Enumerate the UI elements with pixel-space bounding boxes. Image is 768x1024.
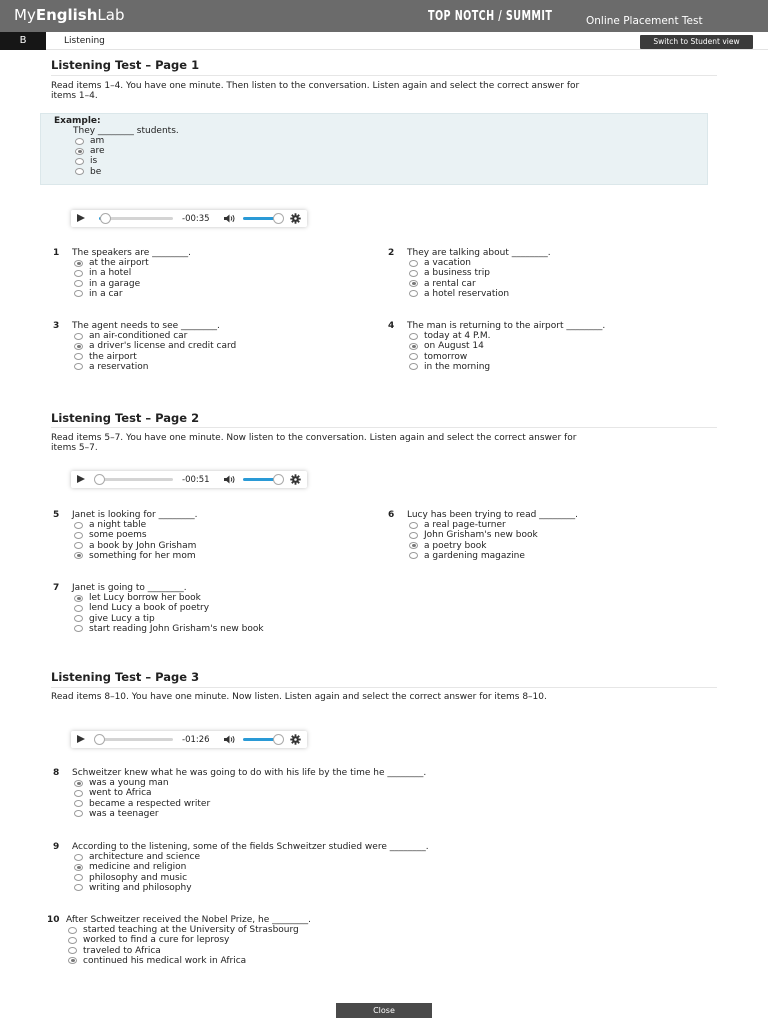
radio-button[interactable] [74, 353, 83, 360]
question-number: 8 [53, 768, 60, 778]
option-label: tomorrow [424, 351, 468, 362]
volume-handle[interactable] [273, 734, 284, 745]
question-number: 3 [53, 321, 60, 331]
question-stem: The man is returning to the airport ________. [407, 321, 606, 331]
option-label: a book by John Grisham [89, 540, 197, 551]
answer-option[interactable] [407, 352, 490, 362]
answer-option[interactable] [72, 331, 236, 341]
answer-option[interactable] [73, 136, 105, 146]
answer-option[interactable] [407, 362, 490, 372]
heading-divider [51, 427, 717, 428]
question-stem: Schweitzer knew what he was going to do with his life by the time he ________. [72, 768, 427, 778]
radio-button[interactable] [409, 353, 418, 360]
seek-slider[interactable] [99, 478, 173, 481]
seek-slider[interactable] [99, 217, 173, 220]
option-label: the airport [89, 351, 137, 362]
answer-option[interactable] [66, 935, 299, 945]
answer-option[interactable] [72, 614, 264, 624]
question-stem: The agent needs to see ________. [72, 321, 220, 331]
option-label: was a young man [89, 778, 169, 789]
radio-button[interactable] [74, 790, 83, 797]
radio-button[interactable] [68, 937, 77, 944]
option-label: lend Lucy a book of poetry [89, 603, 210, 614]
question-number: 1 [53, 248, 60, 258]
answer-option[interactable] [72, 258, 149, 268]
option-label: at the airport [89, 258, 149, 269]
radio-button[interactable] [74, 532, 83, 539]
instructions-1: Read items 1–4. You have one minute. Then listen to the conversation. Listen again and select the correct answer for items 1–4. [51, 81, 580, 101]
option-label: in a hotel [89, 268, 132, 279]
option-label: in the morning [424, 361, 491, 372]
gear-icon[interactable] [290, 213, 301, 224]
radio-button[interactable] [74, 780, 83, 787]
radio-button[interactable] [68, 947, 77, 954]
answer-option[interactable] [73, 156, 105, 166]
instructions-3: Read items 8–10. You have one minute. Now listen. Listen again and select the correct answer for items 8–10. [51, 692, 547, 702]
option-label: a night table [89, 520, 147, 531]
brand-title: TOP NOTCH / SUMMIT [428, 9, 553, 24]
answer-option[interactable] [72, 279, 149, 289]
answer-options [72, 520, 196, 561]
answer-option[interactable] [72, 603, 264, 613]
question-number: 7 [53, 583, 60, 593]
audio-player-1 [71, 210, 307, 227]
option-label: a poetry book [424, 540, 487, 551]
question-number: 10 [47, 915, 60, 925]
volume-handle[interactable] [273, 474, 284, 485]
radio-button[interactable] [74, 333, 83, 340]
option-label: a hotel reservation [424, 288, 510, 299]
question-stem: They are talking about ________. [407, 248, 551, 258]
question-number: 6 [388, 510, 395, 520]
example-options [73, 136, 105, 177]
answer-options [72, 778, 210, 819]
answer-option[interactable] [407, 530, 538, 540]
answer-options [407, 258, 509, 299]
radio-button[interactable] [409, 343, 418, 350]
radio-button[interactable] [409, 532, 418, 539]
answer-option[interactable] [72, 873, 200, 883]
radio-button[interactable] [74, 522, 83, 529]
example-label: Example: [54, 116, 101, 126]
answer-options [72, 258, 149, 299]
answer-option[interactable] [407, 289, 509, 299]
question-number: 9 [53, 842, 60, 852]
radio-button[interactable] [74, 595, 83, 602]
answer-options [407, 520, 538, 561]
radio-button[interactable] [74, 884, 83, 891]
radio-button[interactable] [409, 363, 418, 370]
option-label: a gardening magazine [424, 550, 525, 561]
answer-option[interactable] [73, 167, 105, 177]
play-icon[interactable] [77, 735, 85, 743]
answer-option[interactable] [73, 146, 105, 156]
section-bar [0, 32, 768, 50]
option-label: give Lucy a tip [89, 613, 155, 624]
answer-option[interactable] [407, 258, 509, 268]
radio-button[interactable] [75, 138, 84, 145]
seek-handle[interactable] [94, 474, 105, 485]
answer-option[interactable] [72, 289, 149, 299]
answer-options [407, 331, 490, 372]
radio-button[interactable] [409, 552, 418, 559]
answer-option[interactable] [407, 541, 538, 551]
answer-option[interactable] [72, 341, 236, 351]
option-label: am [90, 136, 105, 146]
question-number: 5 [53, 510, 60, 520]
option-label: today at 4 P.M. [424, 331, 491, 342]
radio-button[interactable] [74, 800, 83, 807]
option-label: a driver's license and credit card [89, 341, 237, 352]
example-stem: They ________ students. [73, 126, 179, 136]
question-stem: According to the listening, some of the fields Schweitzer studied were ________. [72, 842, 429, 852]
audio-player-2 [71, 471, 307, 488]
answer-options [72, 852, 200, 893]
option-label: continued his medical work in Africa [83, 955, 247, 966]
page-heading-2: Listening Test – Page 2 [51, 411, 200, 425]
radio-button[interactable] [74, 260, 83, 267]
radio-button[interactable] [409, 280, 418, 287]
answer-option[interactable] [66, 925, 299, 935]
answer-option[interactable] [407, 268, 509, 278]
answer-option[interactable] [72, 624, 264, 634]
answer-options [72, 331, 236, 372]
volume-handle[interactable] [273, 213, 284, 224]
close-button[interactable]: Close [336, 1003, 432, 1018]
option-label: let Lucy borrow her book [89, 593, 201, 604]
radio-button[interactable] [74, 542, 83, 549]
answer-option[interactable] [66, 956, 299, 966]
radio-button[interactable] [74, 810, 83, 817]
radio-button[interactable] [68, 957, 77, 964]
top-bar [0, 0, 768, 32]
option-label: became a respected writer [89, 798, 211, 809]
heading-divider [51, 687, 717, 688]
gear-icon[interactable] [290, 734, 301, 745]
answer-option[interactable] [407, 551, 538, 561]
option-label: traveled to Africa [83, 945, 161, 956]
option-label: medicine and religion [89, 862, 187, 873]
answer-option[interactable] [72, 551, 196, 561]
radio-button[interactable] [74, 854, 83, 861]
gear-icon[interactable] [290, 474, 301, 485]
radio-button[interactable] [74, 343, 83, 350]
time-remaining: -01:26 [182, 735, 210, 745]
page-heading-1: Listening Test – Page 1 [51, 58, 200, 72]
option-label: a vacation [424, 258, 471, 269]
option-label: in a garage [89, 278, 141, 289]
radio-button[interactable] [68, 927, 77, 934]
question-stem: The speakers are ________. [72, 248, 192, 258]
radio-button[interactable] [74, 270, 83, 277]
test-name: Online Placement Test [586, 15, 703, 27]
question-stem: Janet is looking for ________. [72, 510, 198, 520]
radio-button[interactable] [409, 522, 418, 529]
answer-option[interactable] [72, 541, 196, 551]
answer-option[interactable] [72, 520, 196, 530]
question-number: 2 [388, 248, 395, 258]
myenglishlab-logo: MyEnglishLab [14, 6, 125, 24]
instructions-2: Read items 5–7. You have one minute. Now listen to the conversation. Listen again and select the correct answer for items 5–7. [51, 433, 577, 453]
level-badge: B [0, 32, 46, 50]
answer-option[interactable] [72, 809, 210, 819]
radio-button[interactable] [409, 542, 418, 549]
option-label: was a teenager [89, 808, 159, 819]
answer-option[interactable] [72, 362, 236, 372]
section-title: Listening [64, 36, 105, 46]
answer-option[interactable] [72, 530, 196, 540]
seek-slider[interactable] [99, 738, 173, 741]
question-stem: Janet is going to ________. [72, 583, 187, 593]
seek-handle[interactable] [100, 213, 111, 224]
radio-button[interactable] [409, 260, 418, 267]
option-label: a reservation [89, 361, 149, 372]
heading-divider [51, 75, 717, 76]
answer-option[interactable] [407, 279, 509, 289]
radio-button[interactable] [74, 864, 83, 871]
radio-button[interactable] [74, 552, 83, 559]
radio-button[interactable] [74, 625, 83, 632]
option-label: is [90, 156, 98, 167]
option-label: John Grisham's new book [424, 530, 538, 541]
option-label: philosophy and music [89, 872, 188, 883]
option-label: are [90, 146, 105, 157]
example-box [40, 113, 708, 185]
answer-option[interactable] [72, 352, 236, 362]
answer-option[interactable] [407, 331, 490, 341]
answer-option[interactable] [407, 520, 538, 530]
radio-button[interactable] [75, 158, 84, 165]
time-remaining: -00:35 [182, 214, 210, 224]
radio-button[interactable] [74, 615, 83, 622]
radio-button[interactable] [409, 290, 418, 297]
option-label: in a car [89, 288, 123, 299]
play-icon[interactable] [77, 214, 85, 222]
option-label: some poems [89, 530, 147, 541]
answer-options [66, 925, 299, 966]
play-icon[interactable] [77, 475, 85, 483]
answer-option[interactable] [72, 268, 149, 278]
switch-to-student-view-button[interactable]: Switch to Student view [640, 35, 753, 49]
radio-button[interactable] [75, 148, 84, 155]
option-label: a rental car [424, 278, 476, 289]
seek-handle[interactable] [94, 734, 105, 745]
option-label: worked to find a cure for leprosy [83, 935, 230, 946]
option-label: went to Africa [89, 788, 152, 799]
volume-icon[interactable] [224, 475, 236, 484]
answer-option[interactable] [72, 593, 264, 603]
radio-button[interactable] [74, 874, 83, 881]
answer-option[interactable] [66, 946, 299, 956]
option-label: a real page-turner [424, 520, 506, 531]
radio-button[interactable] [74, 280, 83, 287]
question-number: 4 [388, 321, 395, 331]
volume-icon[interactable] [224, 735, 236, 744]
answer-option[interactable] [72, 788, 210, 798]
page-heading-3: Listening Test – Page 3 [51, 670, 200, 684]
answer-options [72, 593, 264, 634]
time-remaining: -00:51 [182, 475, 210, 485]
option-label: writing and philosophy [89, 882, 192, 893]
option-label: architecture and science [89, 852, 200, 863]
option-label: be [90, 166, 102, 177]
answer-option[interactable] [72, 852, 200, 862]
option-label: an air-conditioned car [89, 331, 188, 342]
radio-button[interactable] [74, 290, 83, 297]
radio-button[interactable] [409, 270, 418, 277]
option-label: on August 14 [424, 341, 484, 352]
answer-option[interactable] [72, 883, 200, 893]
question-stem: Lucy has been trying to read ________. [407, 510, 579, 520]
audio-player-3 [71, 731, 307, 748]
option-label: start reading John Grisham's new book [89, 623, 264, 634]
radio-button[interactable] [409, 333, 418, 340]
answer-option[interactable] [72, 799, 210, 809]
question-stem: After Schweitzer received the Nobel Prize, he ________. [66, 915, 311, 925]
radio-button[interactable] [74, 363, 83, 370]
answer-option[interactable] [407, 341, 490, 351]
answer-option[interactable] [72, 778, 210, 788]
option-label: something for her mom [89, 550, 196, 561]
volume-icon[interactable] [224, 214, 236, 223]
option-label: a business trip [424, 268, 490, 279]
answer-option[interactable] [72, 862, 200, 872]
radio-button[interactable] [75, 168, 84, 175]
radio-button[interactable] [74, 605, 83, 612]
option-label: started teaching at the University of Strasbourg [83, 925, 299, 936]
